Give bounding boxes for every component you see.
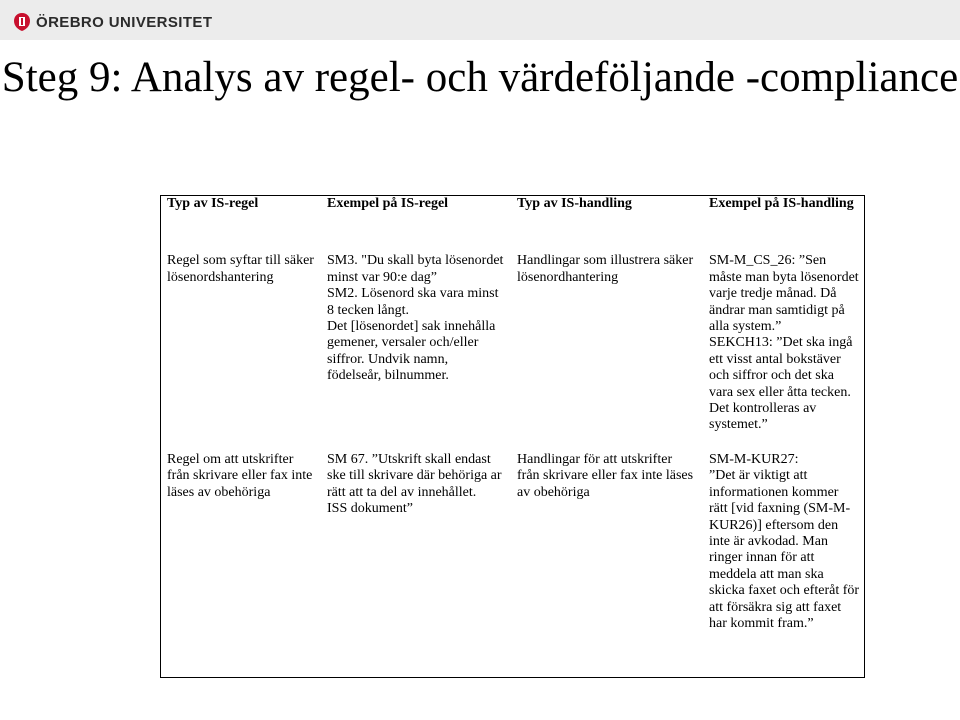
table-cell [161,240,321,447]
analysis-table [161,196,866,646]
table-cell [321,448,511,646]
cell-text: SM-M-KUR27: ”Det är viktigt att informationen kommer rätt [vid faxning (SM-M-KUR26)] eftersom den inte är avkodad. Man ringer innan för att meddela att man ska skicka faxet och efteråt för att försäkra sig att faxet har kommit fram.” [709,451,860,631]
table-cell [703,448,866,646]
cell-text: SM 67. ”Utskrift skall endast ske till skrivare där behöriga ar rätt att ta del av innehållet. ISS dokument” [327,451,502,517]
column-header: Typ av IS-regel [167,196,259,211]
table-cell [511,448,703,646]
table-row [161,448,866,646]
slide-title: Steg 9: Analys av regel- och värdeföljande -compliance [1,54,959,101]
table-row [161,240,866,447]
column-header: Exempel på IS-handling [709,196,854,211]
header-bar [0,0,960,40]
analysis-table-frame [160,195,865,678]
column-header: Typ av IS-handling [517,196,632,211]
cell-text: SM-M_CS_26: ”Sen måste man byta lösenordet varje tredje månad. Då ändrar man samtidigt på alla system.” SEKCH13: ”Det ska ingå ett visst antal bokstäver och siffror och det ska vara sex eller åtta tecken. Det kontrolleras av systemet.” [709,253,859,433]
cell-text: Regel om att utskrifter från skrivare eller fax inte läses av obehöriga [167,451,313,500]
table-header-row [161,196,866,240]
table-cell [703,240,866,447]
table-cell [511,240,703,447]
cell-text: Regel som syftar till säker lösenordshantering [167,253,314,285]
table-cell [161,448,321,646]
cell-text: Handlingar för att utskrifter från skrivare eller fax inte läses av obehöriga [517,451,694,500]
logo-text: ÖREBRO UNIVERSITET [36,13,213,31]
cell-text: SM3. "Du skall byta lösenordet minst var 90:e dag” SM2. Lösenord ska vara minst 8 tecken långt. Det [lösenordet] sak innehålla gemener, versaler och/eller siffror. Undvik namn, födelseår, bilnummer. [327,253,504,384]
cell-text: Handlingar som illustrera säker lösenordhantering [517,253,694,285]
table-cell [321,240,511,447]
university-emblem-icon [14,13,30,31]
university-logo [14,13,212,31]
column-header: Exempel på IS-regel [327,196,449,211]
